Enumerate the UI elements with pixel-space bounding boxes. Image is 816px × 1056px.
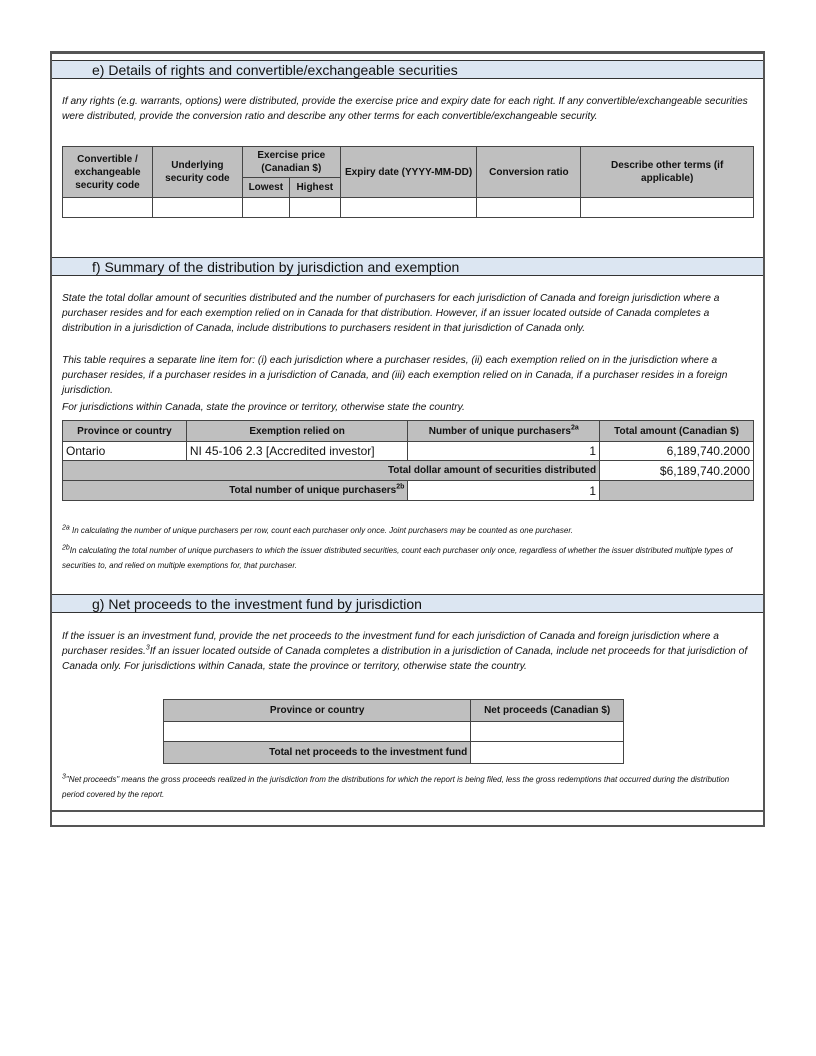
total-dollar-value: $6,189,740.2000 (600, 461, 754, 481)
table-row (63, 198, 754, 218)
total-purchasers-label-cell (63, 481, 408, 501)
footnote-ref-3: 3 (145, 644, 150, 652)
total-purchasers-empty-cell (600, 481, 754, 501)
section-f-instructions-2: This table requires a separate line item for: (i) each jurisdiction where a purchaser resides, (ii) each exemption relied on in the jurisdiction where a purchaser resides, if a purchaser resides in a jurisdiction of Canada, and (iii) each exemption relied on in Canada, if a purchaser resides in a foreign jurisdiction. (62, 355, 728, 396)
total-net-proceeds-label: Total net proceeds to the investment fund (164, 742, 471, 764)
total-purchasers-value: 1 (408, 481, 600, 501)
form-page-frame (50, 51, 765, 827)
cell-lowest[interactable] (242, 198, 289, 218)
footnote-3-marker: 3 (62, 773, 66, 781)
cell-province[interactable]: Ontario (63, 442, 187, 461)
header-unique-purchasers (408, 421, 600, 442)
table-row (63, 442, 754, 461)
rights-convertible-table (62, 146, 754, 218)
cell-expiry-date[interactable] (340, 198, 477, 218)
footnote-ref-2b: 2b (396, 483, 405, 491)
header-highest: Highest (289, 178, 340, 198)
header-expiry-date: Expiry date (YYYY-MM-DD) (340, 147, 477, 198)
cell-exemption[interactable]: NI 45-106 2.3 [Accredited investor] (186, 442, 408, 461)
footnote-2b-text: In calculating the total number of unique purchasers to which the issuer distributed securities, count each purchaser only once, regardless of whether the issuer distributed multiple types of securities to, and relied on multiple exemptions for, that purchaser. (62, 546, 733, 570)
cell-province-g[interactable] (164, 722, 471, 742)
section-f-title: f) Summary of the distribution by jurisdiction and exemption (52, 257, 763, 276)
footnote-2b-marker: 2b (62, 544, 70, 552)
section-g-title: g) Net proceeds to the investment fund by jurisdiction (52, 594, 763, 613)
footnote-ref-2a: 2a (570, 424, 579, 432)
section-f-instructions-1: State the total dollar amount of securities distributed and the number of purchasers for each jurisdiction of Canada and foreign jurisdiction where a purchaser resides and for each exemption relied on in Canada for that distribution. However, if an issuer located outside of Canada completes a distribution in a jurisdiction of Canada, include distributions to purchasers resident in that jurisdiction of Canada only. (62, 293, 720, 334)
section-e-instructions: If any rights (e.g. warrants, options) were distributed, provide the exercise price and expiry date for each right. If any convertible/exchangeable securities were distributed, provide the conversion ratio and describe any other terms for each convertible/exchangeable security. (62, 96, 748, 122)
table-row (164, 722, 624, 742)
section-g-instructions (62, 629, 753, 674)
cell-conversion-ratio[interactable] (477, 198, 581, 218)
cell-other-terms[interactable] (581, 198, 754, 218)
total-purchasers-label: Total number of unique purchasers (229, 485, 397, 496)
footnote-3 (62, 772, 753, 802)
total-dollar-label: Total dollar amount of securities distributed (63, 461, 600, 481)
header-lowest: Lowest (242, 178, 289, 198)
footnote-3-text: "Net proceeds" means the gross proceeds realized in the jurisdiction from the distributions for which the report is being filed, less the gross redemptions that occurred during the distribution period covered by the report. (62, 775, 730, 799)
frame-divider (52, 810, 763, 812)
section-f-instructions-3: For jurisdictions within Canada, state the province or territory, otherwise state the country. (62, 402, 465, 413)
total-purchasers-row (63, 481, 754, 501)
cell-unique-purchasers[interactable]: 1 (408, 442, 600, 461)
cell-security-code[interactable] (63, 198, 153, 218)
header-underlying-code: Underlying security code (152, 147, 242, 198)
section-e-title: e) Details of rights and convertible/exchangeable securities (52, 60, 763, 79)
footnote-2a-text: In calculating the number of unique purchasers per row, count each purchaser only once. Joint purchasers may be counted as one purchaser. (69, 526, 573, 535)
header-exemption: Exemption relied on (186, 421, 408, 442)
net-proceeds-table (163, 699, 624, 764)
section-g-instructions-b: If an issuer located outside of Canada completes a distribution in a jurisdiction of Canada, include net proceeds for that jurisdiction of Canada only. For jurisdictions within Canada, state the province or territory, otherwise state the country. (62, 646, 748, 672)
footnote-2a-marker: 2a (62, 524, 70, 532)
footnote-2a (62, 523, 753, 538)
cell-total-amount[interactable]: 6,189,740.2000 (600, 442, 754, 461)
header-unique-purchasers-label: Number of unique purchasers (428, 425, 571, 437)
header-province: Province or country (63, 421, 187, 442)
total-net-proceeds-row (164, 742, 624, 764)
total-net-proceeds-value (471, 742, 624, 764)
header-security-code: Convertible / exchangeable security code (63, 147, 153, 198)
cell-highest[interactable] (289, 198, 340, 218)
header-province-g: Province or country (164, 700, 471, 722)
header-conversion-ratio: Conversion ratio (477, 147, 581, 198)
cell-net-proceeds[interactable] (471, 722, 624, 742)
header-net-proceeds: Net proceeds (Canadian $) (471, 700, 624, 722)
footnote-2b (62, 543, 753, 573)
jurisdiction-exemption-table (62, 420, 754, 501)
header-exercise-price: Exercise price (Canadian $) (242, 147, 340, 178)
header-other-terms: Describe other terms (if applicable) (581, 147, 754, 198)
header-total-amount: Total amount (Canadian $) (600, 421, 754, 442)
total-dollar-row (63, 461, 754, 481)
cell-underlying-code[interactable] (152, 198, 242, 218)
section-g-instructions-a: If the issuer is an investment fund, provide the net proceeds to the investment fund for each jurisdiction of Canada and foreign jurisdiction where a purchaser resides. (62, 631, 719, 657)
